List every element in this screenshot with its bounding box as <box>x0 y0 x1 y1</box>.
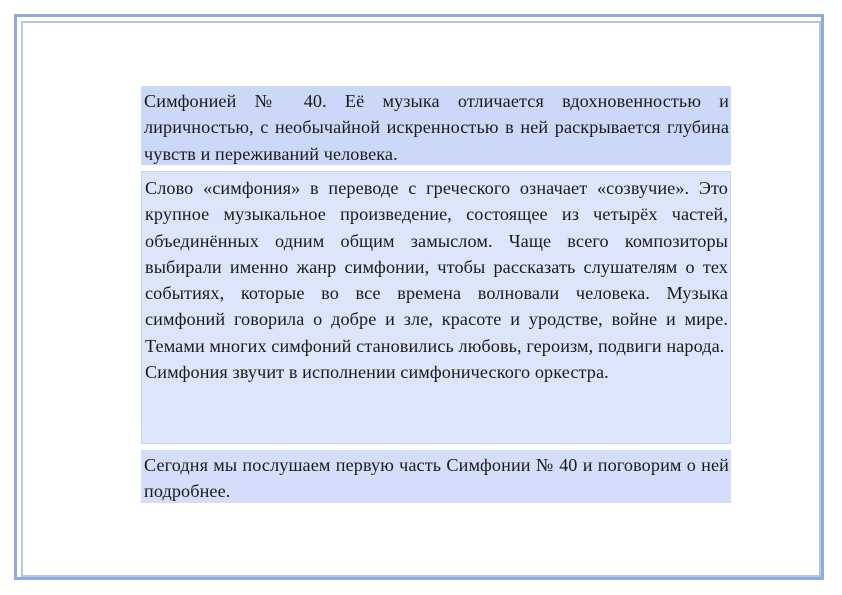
text-box-symphony-definition <box>141 171 731 444</box>
paragraph-today-listening: Сегодня мы послушаем первую часть Симфонии № 40 и поговорим о ней подробнее. <box>144 455 729 502</box>
paragraph-symphony-orchestra: Симфония звучит в исполнении симфонического оркестра. <box>145 362 609 383</box>
text-box-today-listening <box>141 450 731 503</box>
text-box-symphony-40-intro <box>141 86 731 165</box>
paragraph-symphony-40-intro: Симфонией № 40. Её музыка отличается вдохновенностью и лиричностью, с необычайной искренностью в ней раскрывается глубина чувств и переживаний человека. <box>144 91 729 164</box>
frame-corner-accent <box>818 14 824 17</box>
paragraph-symphony-definition: Слово «симфония» в переводе с греческого означает «созвучие». Это крупное музыкальное произведение, состоящее из четырёх частей, объединённых одним общим замыслом. Чаще всего композиторы выбирали именно жанр симфонии, чтобы рассказать слушателям о тех событиях, которые во все времена волновали человека. Музыка симфоний говорила о добре и зле, красоте и уродстве, войне и мире. Темами многих симфоний становились любовь, героизм, подвиги народа. <box>145 178 728 356</box>
